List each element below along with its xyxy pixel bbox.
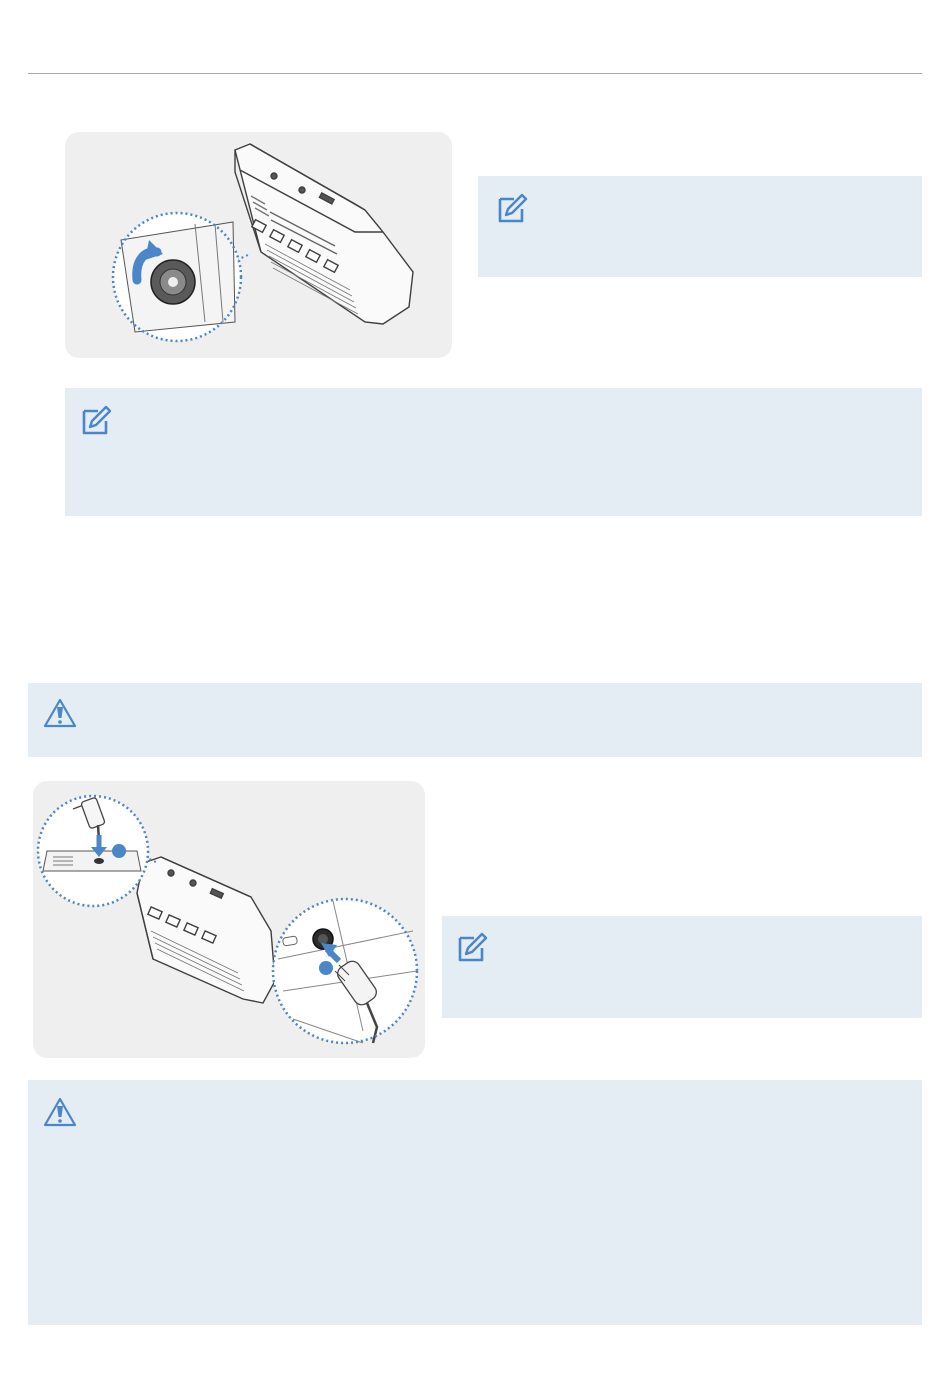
dashcam-body-illustration	[137, 857, 275, 1003]
note-box-figure-1	[478, 176, 922, 277]
warning-triangle-icon	[42, 697, 78, 729]
pencil-note-icon	[456, 932, 488, 964]
figure-adjust-camera-angle	[65, 132, 452, 358]
note-box-figure-2	[442, 916, 922, 1018]
power-jack-zoom-inset	[38, 796, 148, 906]
power-socket-zoom-inset	[273, 899, 417, 1043]
caution-box-2	[28, 1080, 922, 1325]
pencil-note-icon	[80, 405, 112, 437]
note-box-wide	[65, 388, 922, 516]
header-rule	[28, 73, 922, 74]
dashcam-body-illustration	[235, 144, 413, 324]
figure-connect-power	[33, 781, 425, 1058]
pencil-note-icon	[496, 193, 528, 225]
lens-zoom-inset	[113, 213, 241, 341]
caution-box-1	[28, 683, 922, 757]
warning-triangle-icon	[42, 1096, 78, 1128]
